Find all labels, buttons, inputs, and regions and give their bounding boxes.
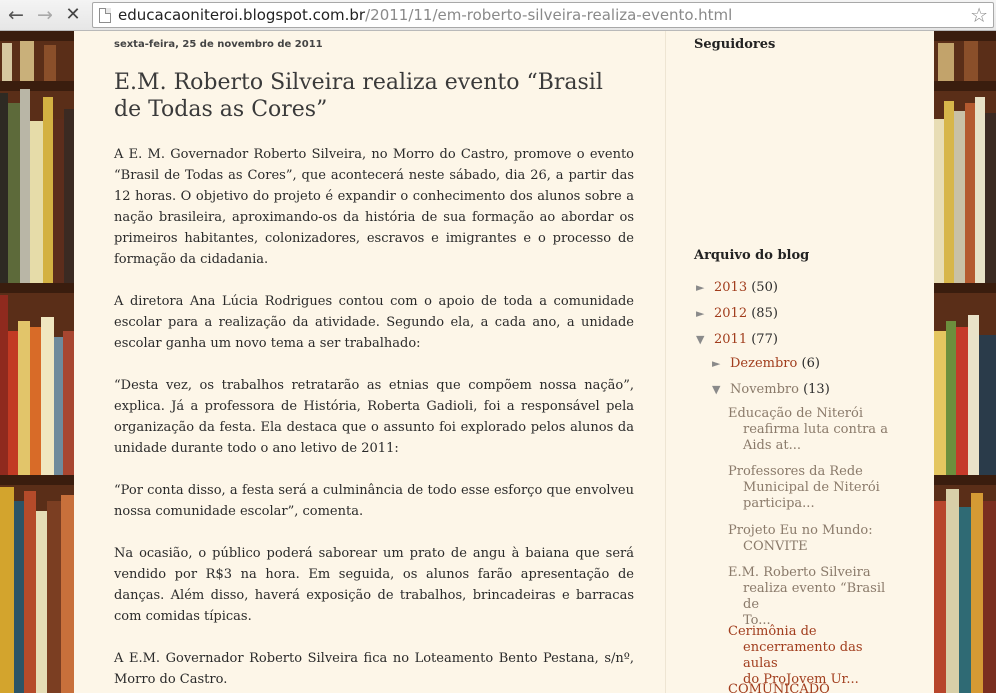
followers-widget-title: Seguidores: [694, 37, 776, 52]
archive-post-link[interactable]: [728, 464, 894, 512]
triangle-right-icon[interactable]: ►: [696, 307, 705, 320]
url-text[interactable]: [118, 5, 732, 25]
archive-post-line[interactable]: realiza evento “Brasil de: [743, 581, 886, 612]
post-title[interactable]: E.M. Roberto Silveira realiza evento “Brasil de Todas as Cores”: [114, 70, 603, 122]
post-paragraph: “Por conta disso, a festa será a culminância de todo esse esforço que envolveu nossa comunidade escolar”, comenta.: [114, 483, 634, 519]
back-arrow-icon[interactable]: ←: [8, 4, 24, 26]
archive-year-link[interactable]: 2011: [714, 332, 748, 347]
archive-year-2011[interactable]: [696, 331, 778, 349]
archive-post-line[interactable]: COMUNICADO: [728, 682, 830, 693]
browser-toolbar: [0, 0, 996, 31]
archive-count: (85): [751, 306, 778, 321]
archive-post-line[interactable]: E.M. Roberto Silveira: [728, 565, 871, 580]
archive-count: (13): [803, 382, 830, 397]
forward-arrow-icon[interactable]: →: [37, 4, 53, 26]
url-host: educacaoniteroi.blogspot.com.br: [118, 6, 366, 24]
address-bar[interactable]: [92, 2, 994, 28]
archive-post-link[interactable]: [728, 523, 894, 555]
archive-year-link[interactable]: 2013: [714, 280, 748, 295]
triangle-right-icon[interactable]: ►: [712, 357, 721, 370]
archive-count: (50): [751, 280, 778, 295]
archive-widget-title: Arquivo do blog: [694, 248, 810, 263]
bookmark-star-icon[interactable]: ☆: [970, 3, 988, 27]
triangle-right-icon[interactable]: ►: [696, 281, 705, 294]
archive-year-2012[interactable]: [696, 305, 778, 323]
archive-post-link[interactable]: [728, 406, 894, 454]
archive-post-line[interactable]: reafirma luta contra a: [743, 422, 888, 437]
bookshelf-background-left: [0, 31, 74, 693]
archive-post-line[interactable]: do ProJovem Ur...: [743, 672, 859, 687]
archive-post-line[interactable]: participa...: [743, 496, 815, 511]
archive-post-link[interactable]: [728, 565, 894, 629]
archive-post-line[interactable]: Educação de Niterói: [728, 406, 864, 421]
blog-page: [74, 31, 934, 693]
post-paragraph: A E.M. Governador Roberto Silveira fica no Loteamento Bento Pestana, s/nº, Morro do Castro.: [114, 651, 634, 687]
archive-count: (77): [751, 332, 778, 347]
archive-post-line[interactable]: Professores da Rede: [728, 464, 863, 479]
stop-loading-icon[interactable]: ✕: [65, 4, 81, 25]
page-icon: [99, 8, 111, 23]
archive-month-link[interactable]: Dezembro: [730, 356, 798, 371]
archive-month-dezembro[interactable]: [712, 355, 820, 373]
url-path: /2011/11/em-roberto-silveira-realiza-evento.html: [365, 6, 733, 24]
post-paragraph: Na ocasião, o público poderá saborear um prato de angu à baiana que será vendido por R$3 na hora. Em seguida, os alunos farão apresentação de danças. Além disso, haverá exposição de trabalhos, brincadeiras e barracas com comidas típicas.: [114, 546, 634, 624]
archive-post-line[interactable]: Cerimônia de: [728, 624, 817, 639]
post-paragraph: A E. M. Governador Roberto Silveira, no Morro do Castro, promove o evento “Brasil de Todas as Cores”, que acontecerá neste sábado, dia 26, a partir das 12 horas. O objetivo do projeto é expandir o conhecimento dos alunos sobre a nação brasileira, aproximando-os da história de sua formação ao abordar os primeiros habitantes, colonizadores, escravos e imigrantes e o processo de formação da cidadania.: [114, 147, 634, 267]
triangle-down-icon[interactable]: ▼: [696, 333, 705, 346]
archive-month-link[interactable]: Novembro: [730, 382, 799, 397]
archive-post-line[interactable]: CONVITE: [743, 539, 808, 554]
archive-post-line[interactable]: encerramento das aulas: [743, 640, 863, 671]
archive-post-line[interactable]: Projeto Eu no Mundo:: [728, 523, 873, 538]
post-paragraph: A diretora Ana Lúcia Rodrigues contou com o apoio de toda a comunidade escolar para a realização da atividade. Segundo ela, a cada ano, a unidade escolar ganha um novo tema a ser trabalhado:: [114, 294, 634, 351]
sidebar: [665, 31, 895, 693]
archive-post-line[interactable]: To...: [743, 613, 771, 628]
archive-count: (6): [801, 356, 820, 371]
post-date: sexta-feira, 25 de novembro de 2011: [114, 39, 323, 50]
post-paragraph: “Desta vez, os trabalhos retratarão as etnias que compõem nossa nação”, explica. Já a professora de História, Roberta Gadioli, foi a responsável pela organização da festa. Ela destaca que o assunto foi explorado pelos alunos da unidade durante todo o ano letivo de 2011:: [114, 378, 634, 456]
post-body: [114, 144, 634, 693]
archive-post-link[interactable]: [728, 682, 894, 693]
archive-post-line[interactable]: Municipal de Niterói: [743, 480, 880, 495]
bookshelf-background-right: [934, 31, 996, 693]
triangle-down-icon[interactable]: ▼: [712, 383, 721, 396]
archive-post-link[interactable]: [728, 624, 894, 688]
archive-year-link[interactable]: 2012: [714, 306, 748, 321]
archive-month-novembro[interactable]: [712, 381, 830, 399]
archive-year-2013[interactable]: [696, 279, 778, 297]
archive-post-line[interactable]: Aids at...: [743, 438, 802, 453]
